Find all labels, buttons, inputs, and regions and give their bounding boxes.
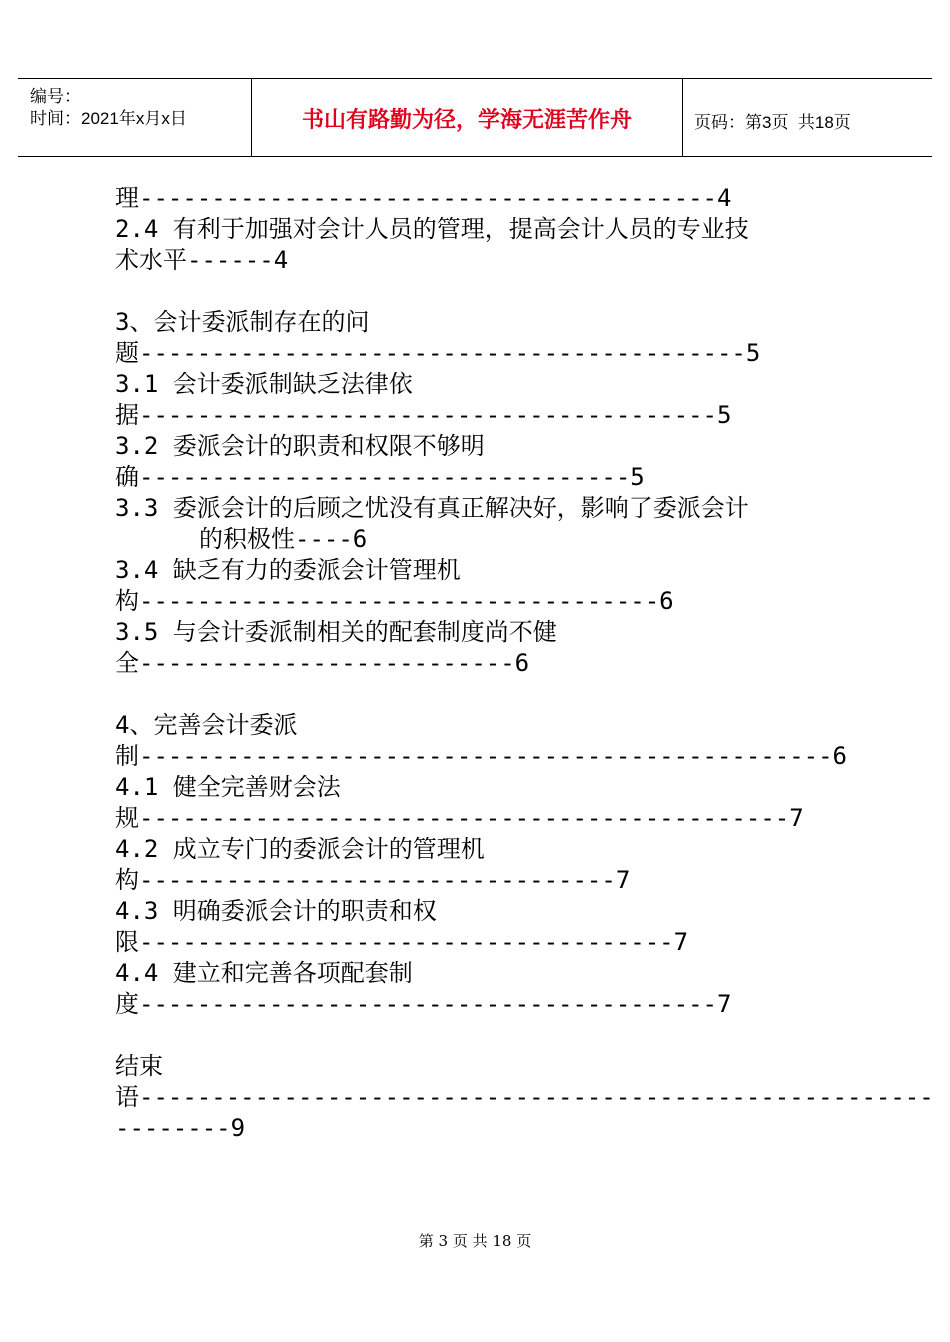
toc-spacer [115, 679, 845, 710]
toc-line: 2.4 有利于加强对会计人员的管理，提高会计人员的专业技 [115, 215, 749, 243]
toc-line: --------9 [115, 1114, 246, 1142]
toc-spacer [115, 276, 845, 307]
toc-line: 4.2 成立专门的委派会计的管理机 [115, 835, 485, 863]
header-page-label: 页码：第3页 共18页 [694, 113, 851, 132]
toc-line: 4、完善会计委派 [115, 711, 298, 739]
toc-line: 确----------------------------------5 [115, 463, 645, 491]
toc-line: 据----------------------------------------5 [115, 401, 732, 429]
toc-line: 3.1 会计委派制缺乏法律依 [115, 370, 413, 398]
toc-line: 理----------------------------------------4 [115, 184, 732, 212]
toc-line: 构------------------------------------6 [115, 587, 674, 615]
toc-line: 制------------------------------------------------6 [115, 742, 848, 770]
toc-line: 规---------------------------------------------7 [115, 804, 804, 832]
toc-line: 构---------------------------------7 [115, 866, 631, 894]
toc-line: 全--------------------------6 [115, 649, 530, 677]
toc-line: 4.1 健全完善财会法 [115, 773, 341, 801]
page-footer: 第 3 页 共 18 页 [418, 1232, 532, 1250]
toc-line: 限-------------------------------------7 [115, 928, 689, 956]
toc-line: 度----------------------------------------7 [115, 990, 732, 1018]
toc-line: 结束 [115, 1052, 163, 1080]
toc-line: 的积极性----6 [199, 525, 368, 553]
table-of-contents [115, 183, 934, 1144]
toc-line: 3、会计委派制存在的问 [115, 308, 370, 336]
toc-line: 术水平------4 [115, 246, 289, 274]
toc-line: 4.3 明确委派会计的职责和权 [115, 897, 437, 925]
toc-line: 4.4 建立和完善各项配套制 [115, 959, 413, 987]
header-top-rule [18, 78, 932, 79]
toc-line: 3.2 委派会计的职责和权限不够明 [115, 432, 485, 460]
document-number-label: 编号： [30, 87, 81, 106]
document-time-label: 时间：2021年x月x日 [30, 109, 187, 128]
toc-spacer [115, 1020, 845, 1051]
header-motto: 书山有路勤为径，学海无涯苦作舟 [301, 108, 632, 133]
header-bottom-rule [18, 156, 932, 157]
toc-line: 题------------------------------------------5 [115, 339, 761, 367]
toc-line: 3.4 缺乏有力的委派会计管理机 [115, 556, 461, 584]
header-divider-right [682, 78, 683, 156]
toc-line: 3.3 委派会计的后顾之忧没有真正解决好，影响了委派会计 [115, 494, 749, 522]
toc-line: 3.5 与会计委派制相关的配套制度尚不健 [115, 618, 557, 646]
toc-line: 语------------------------------------------------------- [115, 1083, 934, 1111]
